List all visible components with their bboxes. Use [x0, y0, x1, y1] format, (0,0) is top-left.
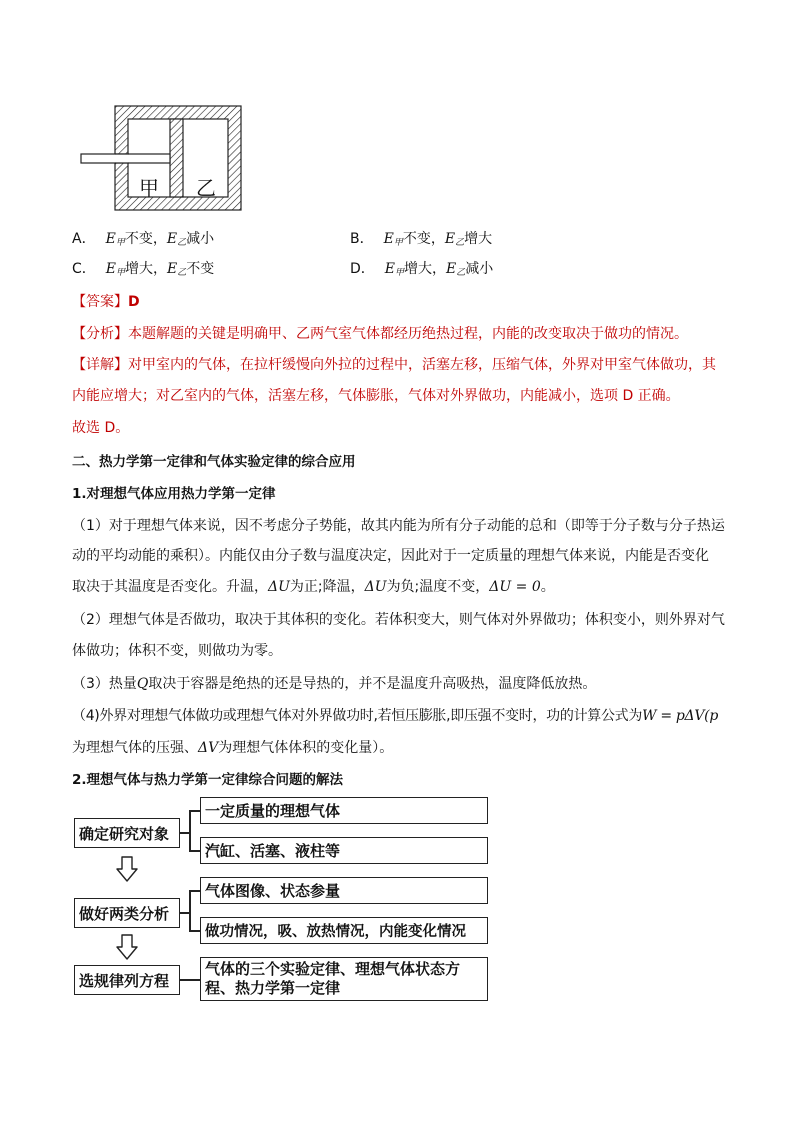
option-c[interactable]: C． $E_甲$增大，$E_乙$不变	[72, 261, 215, 278]
para2-line1: （2）理想气体是否做功，取决于其体积的变化。若体积变大，则气体对外界做功；体积变小，则外界对气	[72, 612, 725, 628]
flow-step-2: 做好两类分析	[74, 898, 180, 928]
answer-value: D	[128, 294, 140, 310]
section-heading: 二、热力学第一定律和气体实验定律的综合应用	[72, 454, 356, 470]
bracket-2-bottom	[189, 930, 200, 932]
subheading-1: 1.对理想气体应用热力学第一定律	[72, 486, 276, 502]
detail-conclusion: 故选 D。	[72, 420, 130, 436]
flow-step-1-a: 一定质量的理想气体	[200, 797, 488, 824]
chamber-right-label: 乙	[196, 176, 216, 200]
bracket-2-v	[189, 890, 191, 931]
flow-step-1-b: 汽缸、活塞、液柱等	[200, 837, 488, 864]
connector-3	[180, 979, 200, 981]
bracket-1-bottom	[189, 850, 200, 852]
para1-line2: 动的平均动能的乘积）。内能仅由分子数与温度决定，因此对于一定质量的理想气体来说，内能是否变化	[72, 548, 709, 564]
subheading-2: 2.理想气体与热力学第一定律综合问题的解法	[72, 772, 344, 788]
bracket-2-top	[189, 890, 200, 892]
option-a[interactable]: A． $E_甲$不变，$E_乙$减小	[72, 231, 215, 248]
analysis-label: 【分析】	[72, 326, 128, 342]
flow-step-3: 选规律列方程	[74, 965, 180, 995]
down-arrow-icon	[116, 934, 138, 960]
para1-line3: 取决于其温度是否变化。升温，ΔU为正;降温，ΔU为负;温度不变，ΔU = 0。	[72, 579, 555, 595]
detail-line-2: 内能应增大；对乙室内的气体，活塞左移，气体膨胀，气体对外界做功，内能减小，选项 D 正确。	[72, 388, 680, 404]
flow-step-2-b: 做功情况，吸、放热情况，内能变化情况	[200, 917, 488, 944]
option-b[interactable]: B． $E_甲$不变，$E_乙$增大	[350, 231, 493, 248]
flow-step-2-a: 气体图像、状态参量	[200, 877, 488, 904]
answer-label: 【答案】	[72, 294, 128, 310]
para4-line1: （4)外界对理想气体做功或理想气体对外界做功时,若恒压膨胀,即压强不变时，功的计算公式为W = pΔV(p	[72, 708, 719, 724]
para2-line2: 体做功；体积不变，则做功为零。	[72, 643, 282, 659]
cylinder-diagram	[78, 102, 248, 214]
para3: （3）热量Q取决于容器是绝热的还是导热的，并不是温度升高吸热，温度降低放热。	[72, 676, 597, 692]
chamber-left-label: 甲	[139, 176, 159, 200]
flow-step-3-a: 气体的三个实验定律、理想气体状态方 程、热力学第一定律	[200, 957, 488, 1001]
analysis-line	[72, 324, 688, 344]
para1-line1: （1）对于理想气体来说，因不考虑分子势能，故其内能为所有分子动能的总和（即等于分子数与分子热运	[72, 518, 725, 534]
option-d[interactable]: D． $E_甲$增大，$E_乙$减小	[350, 261, 494, 278]
para4-line2: 为理想气体的压强、ΔV为理想气体体积的变化量）。	[72, 740, 394, 756]
flow-step-1: 确定研究对象	[74, 818, 180, 848]
analysis-text: 本题解题的关键是明确甲、乙两气室气体都经历绝热过程，内能的改变取决于做功的情况。	[128, 326, 688, 342]
bracket-1-v	[189, 810, 191, 851]
bracket-1-top	[189, 810, 200, 812]
answer-line	[72, 292, 140, 312]
detail-line-1: 【详解】对甲室内的气体，在拉杆缓慢向外拉的过程中，活塞左移，压缩气体，外界对甲室气体做功，其	[72, 357, 716, 373]
detail-label: 【详解】	[72, 357, 128, 373]
down-arrow-icon	[116, 856, 138, 882]
